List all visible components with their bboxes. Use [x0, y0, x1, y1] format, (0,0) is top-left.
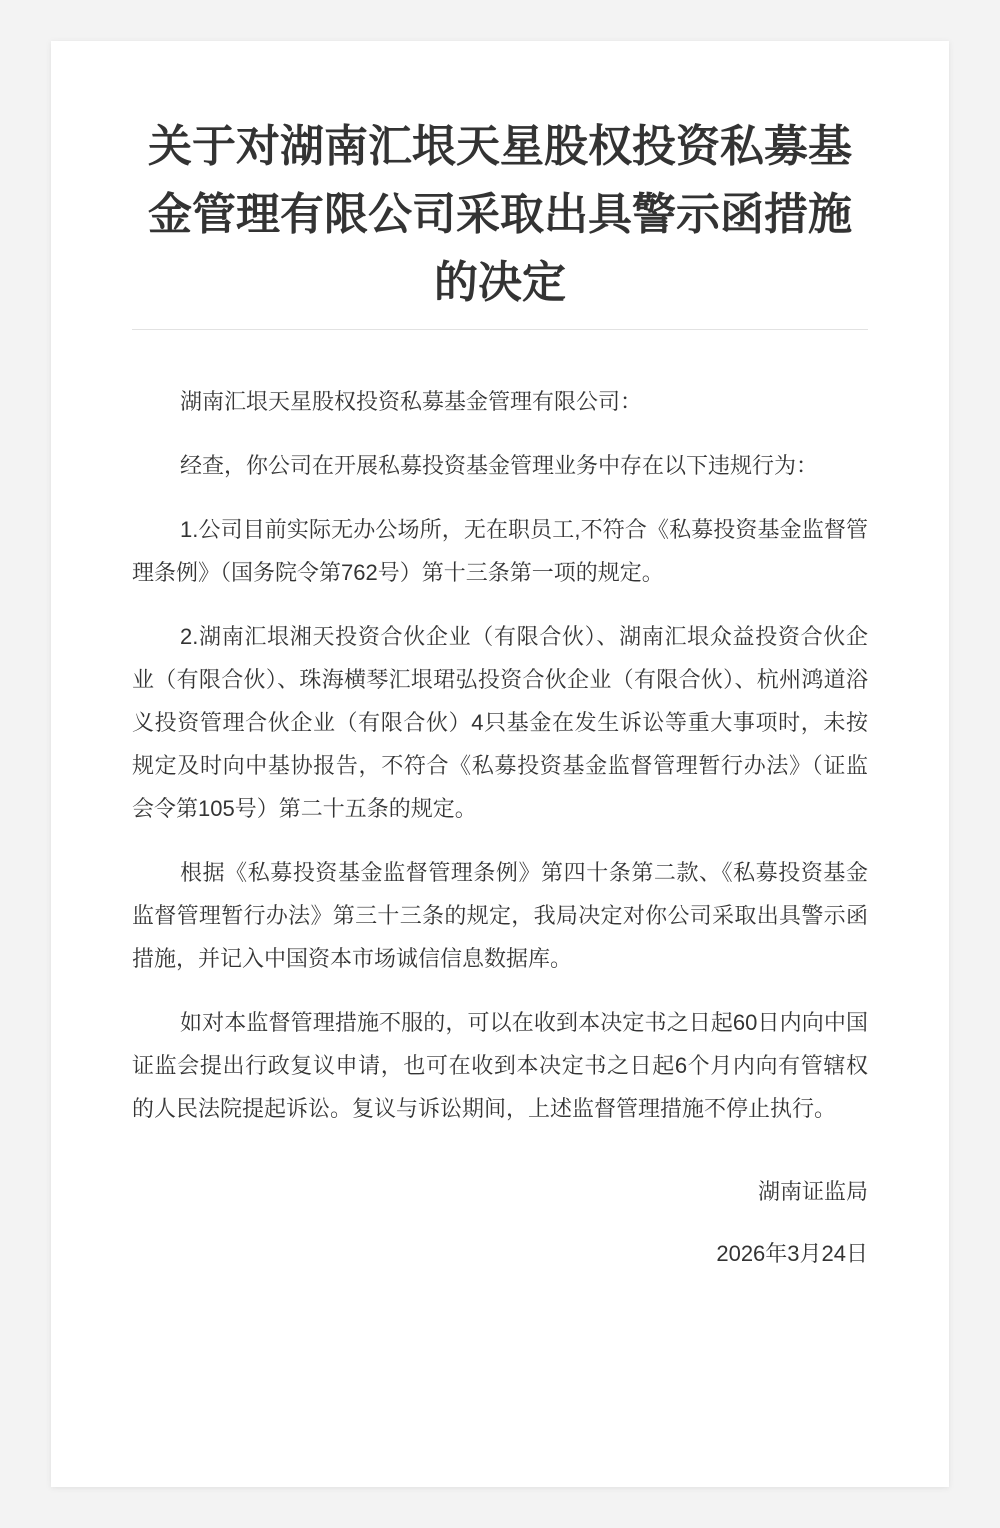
paragraph-violation-1: 1.公司目前实际无办公场所，无在职员工,不符合《私募投资基金监督管理条例》（国务院令第762号）第十三条第一项的规定。 [132, 517, 868, 585]
signature-organization: 湖南证监局 [757, 1179, 868, 1204]
title-divider [132, 329, 868, 330]
signature-date: 2026年3月24日 [716, 1241, 868, 1266]
paragraph-violation-2: 2.湖南汇垠湘天投资合伙企业（有限合伙）、湖南汇垠众益投资合伙企业（有限合伙）、珠海横琴汇垠珺弘投资合伙企业（有限合伙）、杭州鸿道浴义投资管理合伙企业（有限合伙）4只基金在发生诉讼等重大事项时，未按规定及时向中基协报告，不符合《私募投资基金监督管理暂行办法》（证监会令第105号）第二十五条的规定。 [132, 624, 868, 821]
paragraph-appeal-rights: 如对本监督管理措施不服的，可以在收到本决定书之日起60日内向中国证监会提出行政复议申请，也可在收到本决定书之日起6个月内向有管辖权的人民法院提起诉讼。复议与诉讼期间，上述监督管理措施不停止执行。 [132, 1010, 868, 1121]
document-body [132, 380, 868, 1130]
paragraph-decision: 根据《私募投资基金监督管理条例》第四十条第二款、《私募投资基金监督管理暂行办法》第三十三条的规定，我局决定对你公司采取出具警示函措施，并记入中国资本市场诚信信息数据库。 [132, 860, 868, 971]
document-card [51, 41, 949, 1487]
paragraph-addressee: 湖南汇垠天星股权投资私募基金管理有限公司： [180, 389, 643, 414]
paragraph-findings-intro: 经查，你公司在开展私募投资基金管理业务中存在以下违规行为： [180, 453, 819, 478]
document-content [132, 41, 868, 1275]
document-title: 关于对湖南汇垠天星股权投资私募基金管理有限公司采取出具警示函措施的决定 [148, 122, 852, 307]
